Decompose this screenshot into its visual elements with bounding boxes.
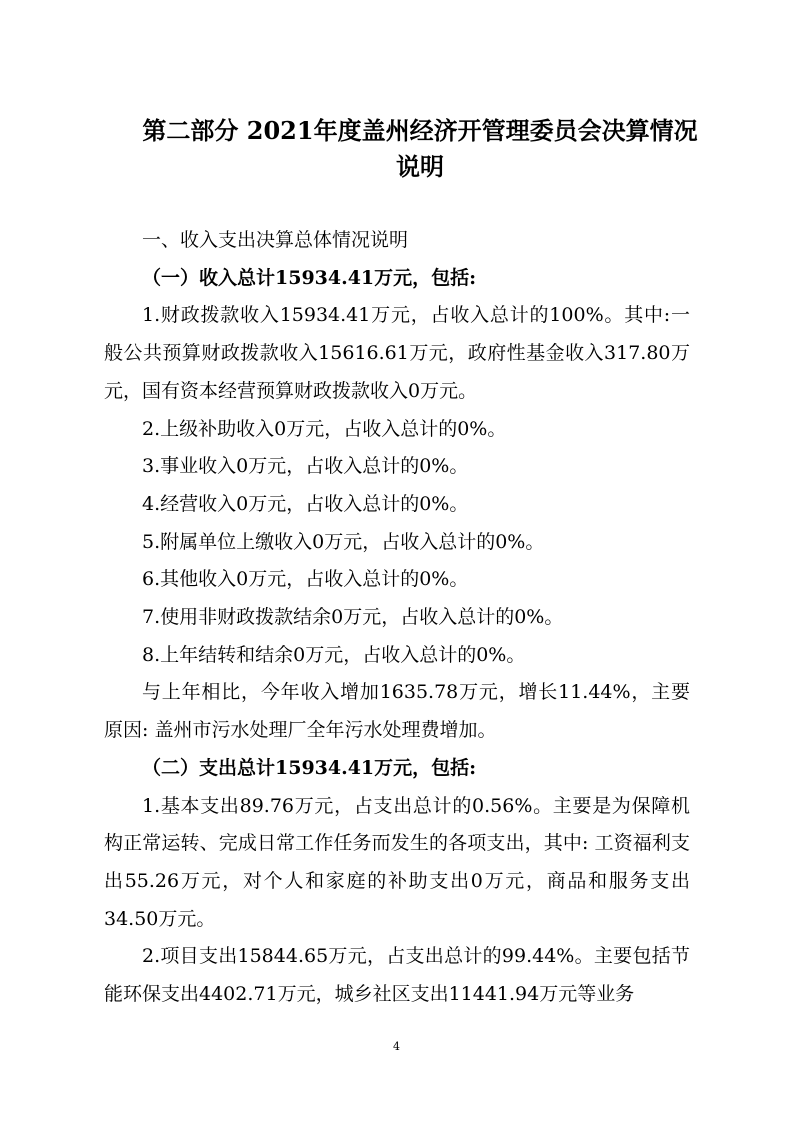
paragraph-income-8: 8.上年结转和结余0万元，占收入总计的0%。 <box>142 643 526 666</box>
paragraph-income-comparison: 与上年相比，今年收入增加1635.78万元，增长11.44%，主要原因: 盖州市污水处理厂全年污水处理费增加。 <box>104 681 690 742</box>
paragraph-expense-1: 1.基本支出89.76万元，占支出总计的0.56%。主要是为保障机构正常运转、完成日常工作任务而发生的各项支出，其中: 工资福利支出55.26万元，对个人和家庭的补助支出0万元，商品和服务支出34.50万元。 <box>104 794 690 930</box>
document-title <box>100 113 740 185</box>
heading-overview: 一、收入支出决算总体情况说明 <box>142 229 409 251</box>
document-body <box>104 222 690 1014</box>
section-income-total: （一）收入总计15934.41万元，包括: <box>142 266 477 289</box>
paragraph-income-7: 7.使用非财政拨款结余0万元，占收入总计的0%。 <box>142 606 564 629</box>
title-line-1: 第二部分 2021年度盖州经济开管理委员会决算情况 <box>142 116 698 145</box>
paragraph-income-5: 5.附属单位上缴收入0万元，占收入总计的0%。 <box>142 530 545 553</box>
paragraph-income-1: 1.财政拨款收入15934.41万元，占收入总计的100%。其中:一般公共预算财政拨款收入15616.61万元，政府性基金收入317.80万元，国有资本经营预算财政拨款收入0万元。 <box>104 304 690 402</box>
paragraph-income-2: 2.上级补助收入0万元，占收入总计的0%。 <box>142 417 507 440</box>
section-expense-total: （二）支出总计15934.41万元，包括: <box>142 756 477 779</box>
page-number: 4 <box>393 1040 400 1053</box>
title-line-2: 说明 <box>396 152 444 181</box>
paragraph-income-6: 6.其他收入0万元，占收入总计的0%。 <box>142 568 469 591</box>
paragraph-expense-2: 2.项目支出15844.65万元，占支出总计的99.44%。主要包括节能环保支出4402.71万元，城乡社区支出11441.94万元等业务 <box>104 945 690 1006</box>
paragraph-income-4: 4.经营收入0万元，占收入总计的0%。 <box>142 492 469 515</box>
paragraph-income-3: 3.事业收入0万元，占收入总计的0%。 <box>142 455 469 478</box>
